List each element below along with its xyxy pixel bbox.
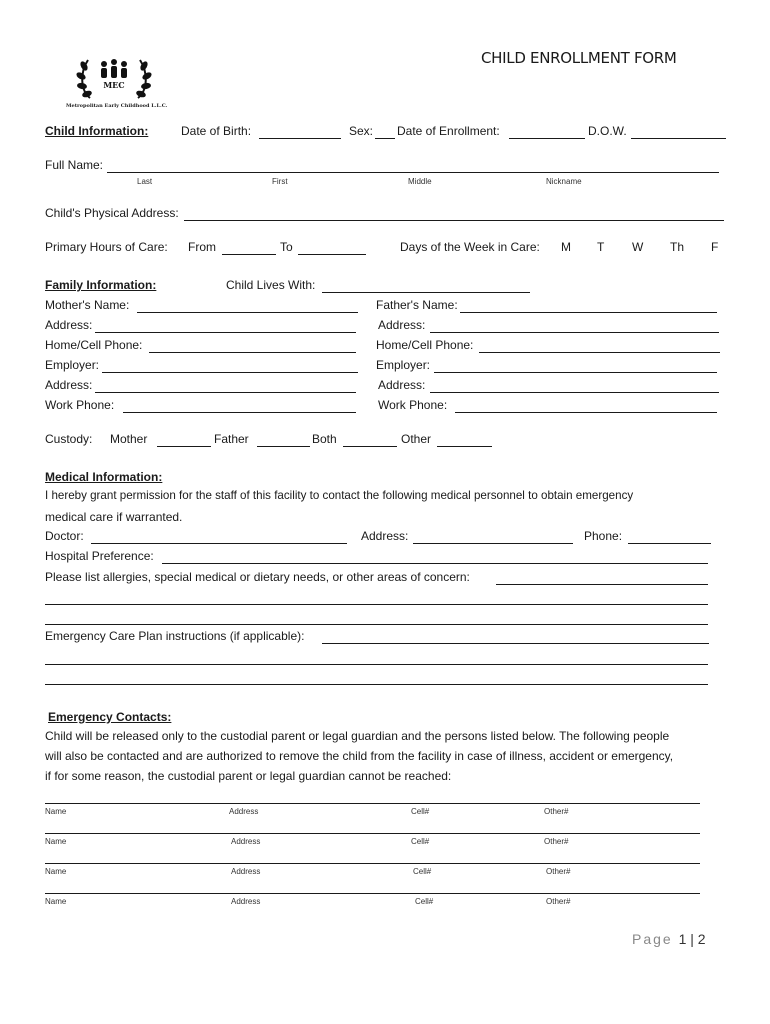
father-work-address-field[interactable]: [430, 392, 719, 393]
allergies-field-2[interactable]: [45, 604, 708, 605]
day-t[interactable]: T: [597, 240, 605, 254]
mother-address-label: Address:: [45, 318, 93, 332]
name-part-middle: Middle: [408, 177, 432, 186]
sex-label: Sex:: [349, 124, 374, 138]
custody-label: Custody:: [45, 432, 93, 446]
care-plan-field-3[interactable]: [45, 684, 708, 685]
emergency-text-1: Child will be released only to the custodial parent or legal guardian and the persons listed below. The following people: [45, 729, 670, 743]
mother-work-address-label: Address:: [45, 378, 93, 392]
doctor-address-label: Address:: [361, 529, 409, 543]
hospital-label: Hospital Preference:: [45, 549, 154, 563]
from-label: From: [188, 240, 216, 254]
hours-label: Primary Hours of Care:: [45, 240, 168, 254]
page-number: [632, 931, 706, 947]
mother-work-address-field[interactable]: [95, 392, 356, 393]
custody-father: Father: [214, 432, 249, 446]
custody-mother-field[interactable]: [157, 446, 211, 447]
father-address-label: Address:: [378, 318, 426, 332]
contact-1-address: Address: [229, 807, 259, 816]
mother-name-label: Mother's Name:: [45, 298, 130, 312]
contact-4-cell: Cell#: [415, 897, 434, 906]
father-work-phone-field[interactable]: [455, 412, 717, 413]
contact-3-other: Other#: [546, 867, 571, 876]
contact-row-1-field[interactable]: [45, 803, 700, 804]
father-work-phone-label: Work Phone:: [378, 398, 448, 412]
doctor-phone-field[interactable]: [628, 543, 711, 544]
doctor-address-field[interactable]: [413, 543, 573, 544]
full-name-field[interactable]: [107, 172, 719, 173]
emergency-text-3: if for some reason, the custodial parent or legal guardian cannot be reached:: [45, 769, 452, 783]
allergies-field-1[interactable]: [496, 584, 708, 585]
father-employer-field[interactable]: [434, 372, 717, 373]
father-name-field[interactable]: [460, 312, 717, 313]
permission-line-2: medical care if warranted.: [45, 510, 183, 524]
mother-name-field[interactable]: [137, 312, 358, 313]
father-work-address-label: Address:: [378, 378, 426, 392]
dob-label: Date of Birth:: [181, 124, 252, 138]
contact-row-3-field[interactable]: [45, 863, 700, 864]
medical-info-heading: Medical Information:: [45, 470, 163, 484]
child-address-label: Child's Physical Address:: [45, 206, 179, 220]
dow-field[interactable]: [631, 138, 726, 139]
mother-employer-label: Employer:: [45, 358, 100, 372]
page-title: CHILD ENROLLMENT FORM: [481, 49, 677, 67]
emergency-text-2: will also be contacted and are authorized to remove the child from the facility in case of illness, accident or emergency,: [45, 749, 674, 763]
contact-2-cell: Cell#: [411, 837, 430, 846]
name-part-last: Last: [137, 177, 153, 186]
care-plan-field-2[interactable]: [45, 664, 708, 665]
to-field[interactable]: [298, 254, 366, 255]
from-field[interactable]: [222, 254, 276, 255]
logo-caption: Metropolitan Early Childhood L.L.C.: [66, 103, 168, 109]
custody-father-field[interactable]: [257, 446, 310, 447]
mother-employer-field[interactable]: [102, 372, 358, 373]
day-f[interactable]: F: [711, 240, 719, 254]
day-th[interactable]: Th: [670, 240, 685, 254]
contact-4-other: Other#: [546, 897, 571, 906]
contact-2-address: Address: [231, 837, 261, 846]
lives-with-field[interactable]: [322, 292, 530, 293]
contact-row-4-field[interactable]: [45, 893, 700, 894]
contact-1-cell: Cell#: [411, 807, 430, 816]
custody-other-field[interactable]: [437, 446, 492, 447]
dow-label: D.O.W.: [588, 124, 627, 138]
contact-2-name: Name: [45, 837, 67, 846]
contact-2-other: Other#: [544, 837, 569, 846]
care-plan-label: Emergency Care Plan instructions (if applicable):: [45, 629, 305, 643]
care-plan-field-1[interactable]: [322, 643, 709, 644]
child-info-heading: Child Information:: [45, 124, 149, 138]
father-name-label: Father's Name:: [376, 298, 458, 312]
to-label: To: [280, 240, 293, 254]
contact-1-name: Name: [45, 807, 67, 816]
custody-mother: Mother: [110, 432, 148, 446]
doctor-phone-label: Phone:: [584, 529, 623, 543]
enrollment-date-label: Date of Enrollment:: [397, 124, 500, 138]
allergies-field-3[interactable]: [45, 624, 708, 625]
permission-line-1: I hereby grant permission for the staff of this facility to contact the following medical personnel to obtain emergency: [45, 489, 634, 502]
contact-3-address: Address: [231, 867, 261, 876]
doctor-label: Doctor:: [45, 529, 84, 543]
mother-work-phone-field[interactable]: [123, 412, 356, 413]
day-w[interactable]: W: [632, 240, 644, 254]
father-employer-label: Employer:: [376, 358, 431, 372]
logo: [60, 52, 168, 114]
custody-other: Other: [401, 432, 432, 446]
lives-with-label: Child Lives With:: [226, 278, 316, 292]
doctor-field[interactable]: [91, 543, 347, 544]
emergency-heading: Emergency Contacts:: [48, 710, 172, 724]
contact-4-name: Name: [45, 897, 67, 906]
allergies-label: Please list allergies, special medical or dietary needs, or other areas of concern:: [45, 570, 470, 584]
dob-field[interactable]: [259, 138, 341, 139]
mother-phone-field[interactable]: [149, 352, 356, 353]
day-m[interactable]: M: [561, 240, 571, 254]
enrollment-date-field[interactable]: [509, 138, 585, 139]
name-part-first: First: [272, 177, 288, 186]
page-word: Page: [632, 931, 673, 947]
contact-1-other: Other#: [544, 807, 569, 816]
sex-field[interactable]: [375, 138, 395, 139]
full-name-label: Full Name:: [45, 158, 104, 172]
name-part-nickname: Nickname: [546, 177, 582, 186]
custody-both: Both: [312, 432, 337, 446]
contact-3-cell: Cell#: [413, 867, 432, 876]
custody-both-field[interactable]: [343, 446, 397, 447]
contact-3-name: Name: [45, 867, 67, 876]
logo-abbrev: MEC: [103, 80, 125, 90]
child-address-field[interactable]: [184, 220, 724, 221]
mother-address-field[interactable]: [95, 332, 356, 333]
family-info-heading: Family Information:: [45, 278, 157, 292]
hospital-field[interactable]: [162, 563, 708, 564]
father-phone-field[interactable]: [479, 352, 720, 353]
page-numbers: 1 | 2: [678, 931, 706, 947]
father-address-field[interactable]: [430, 332, 719, 333]
mother-work-phone-label: Work Phone:: [45, 398, 115, 412]
mother-phone-label: Home/Cell Phone:: [45, 338, 143, 352]
contact-4-address: Address: [231, 897, 261, 906]
days-label: Days of the Week in Care:: [400, 240, 540, 254]
contact-row-2-field[interactable]: [45, 833, 700, 834]
father-phone-label: Home/Cell Phone:: [376, 338, 474, 352]
